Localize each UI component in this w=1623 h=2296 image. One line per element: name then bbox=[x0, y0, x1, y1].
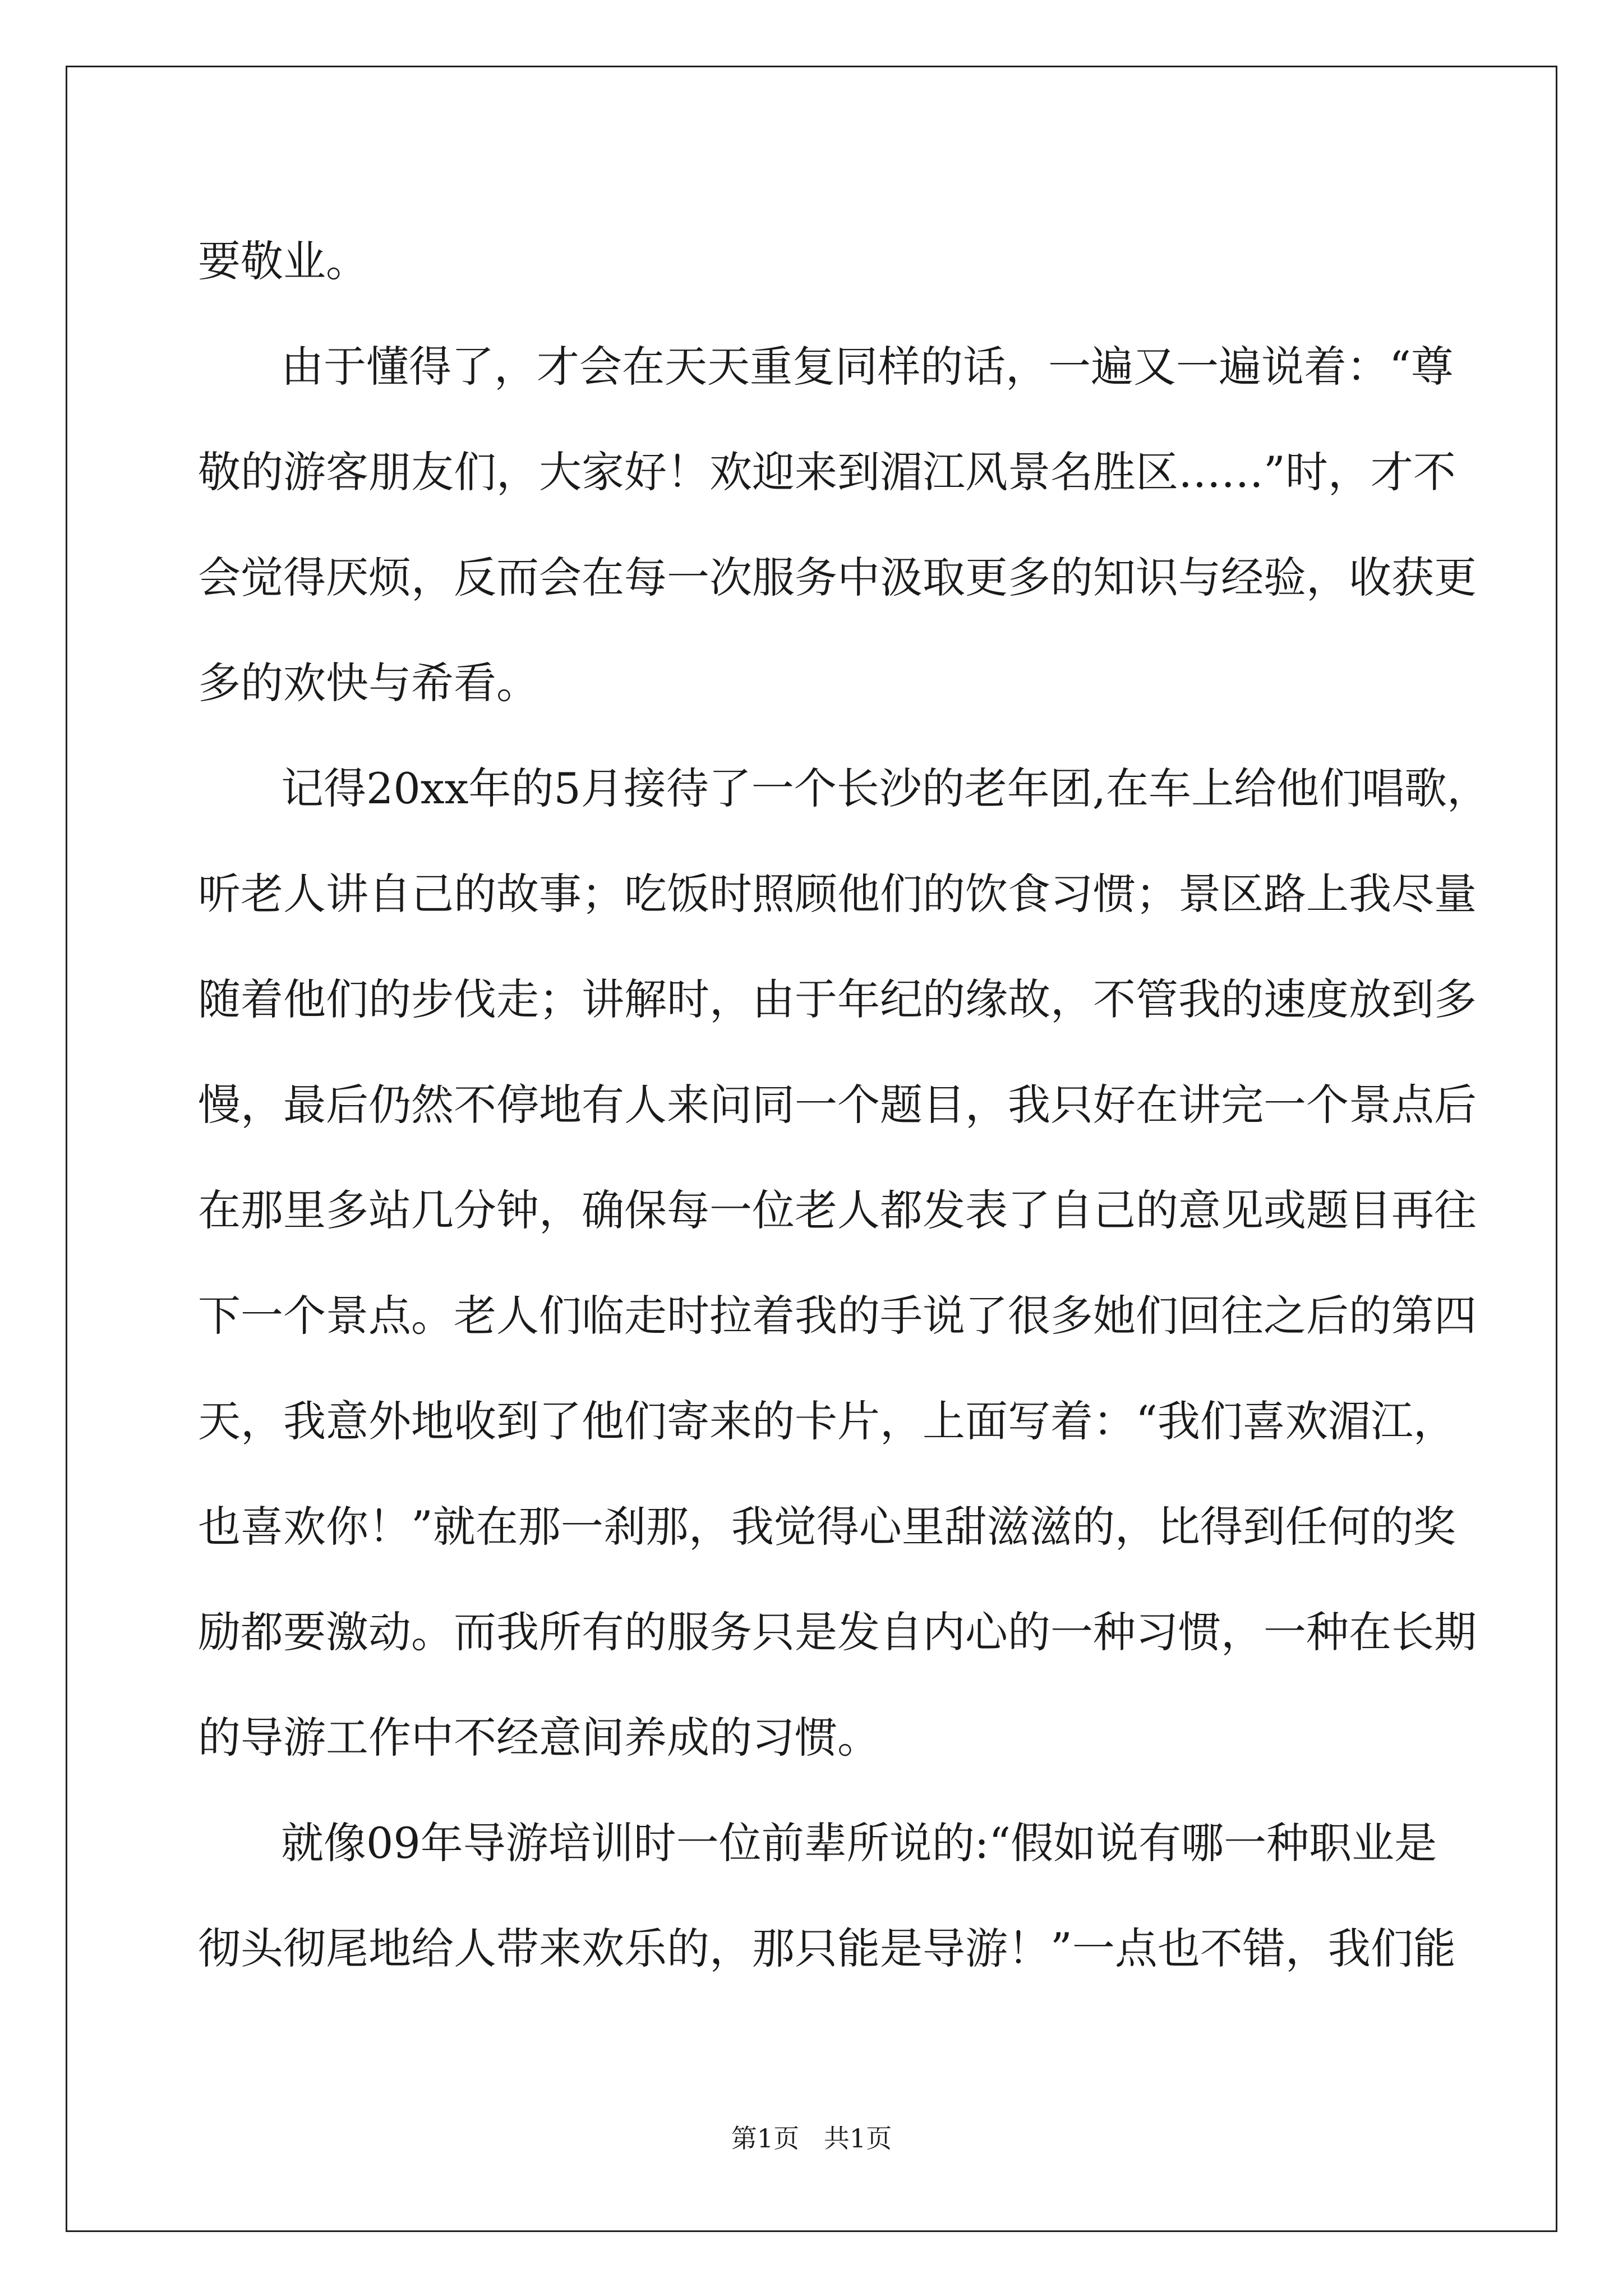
paragraph-line: 会觉得厌烦，反而会在每一次服务中汲取更多的知识与经验，收获更 bbox=[198, 553, 1477, 602]
document-body bbox=[198, 209, 1490, 2001]
paragraph-line: 听老人讲自己的故事；吃饭时照顾他们的饮食习惯；景区路上我尽量 bbox=[198, 869, 1477, 919]
paragraph-line: 也喜欢你！”就在那一刹那，我觉得心里甜滋滋的，比得到任何的奖 bbox=[198, 1502, 1456, 1552]
paragraph-line: 多的欢快与希看。 bbox=[198, 658, 539, 708]
paragraph-line: 彻头彻尾地给人带来欢乐的，那只能是导游！”一点也不错，我们能 bbox=[198, 1924, 1456, 1973]
paragraph-line: 励都要激动。而我所有的服务只是发自内心的一种习惯，一种在长期 bbox=[198, 1607, 1477, 1657]
paragraph-line: 随着他们的步伐走；讲解时，由于年纪的缘故，不管我的速度放到多 bbox=[198, 974, 1477, 1024]
paragraph-line: 的导游工作中不经意间养成的习惯。 bbox=[198, 1713, 880, 1763]
paragraph-line: 由于懂得了，才会在天天重复同样的话，一遍又一遍说着：“尊 bbox=[281, 342, 1454, 392]
paragraph-line: 慢，最后仍然不停地有人来问同一个题目，我只好在讲完一个景点后 bbox=[198, 1080, 1477, 1130]
paragraph-line: 要敬业。 bbox=[198, 236, 368, 286]
paragraph-line: 天，我意外地收到了他们寄来的卡片，上面写着：“我们喜欢湄江， bbox=[198, 1396, 1456, 1446]
paragraph-line: 在那里多站几分钟，确保每一位老人都发表了自己的意见或题目再往 bbox=[198, 1185, 1477, 1235]
paragraph-line: 就像09年导游培训时一位前辈所说的:“假如说有哪一种职业是 bbox=[281, 1818, 1437, 1868]
paragraph-line: 记得20xx年的5月接待了一个长沙的老年团,在车上给他们唱歌， bbox=[281, 763, 1490, 813]
paragraph-line: 下一个景点。老人们临走时拉着我的手说了很多她们回往之后的第四 bbox=[198, 1291, 1477, 1341]
paragraph-line: 敬的游客朋友们，大家好！欢迎来到湄江风景名胜区……”时，才不 bbox=[198, 447, 1456, 497]
page-number-footer: 第1页 共1页 bbox=[731, 2123, 892, 2154]
